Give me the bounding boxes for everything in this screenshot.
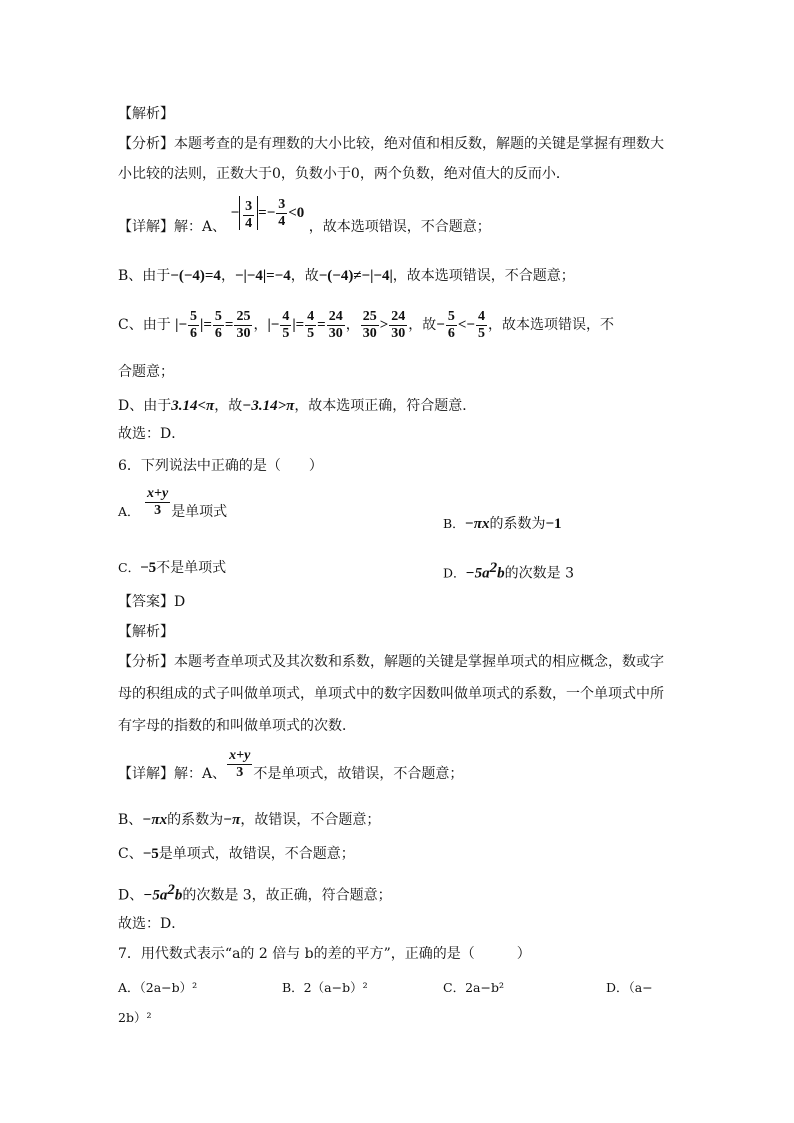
math-expr: −3.14>π xyxy=(242,398,295,414)
separator: ， xyxy=(220,268,235,284)
math-expr: <0 xyxy=(288,205,305,221)
math-expr: = xyxy=(317,317,326,333)
detail-prefix: C、 xyxy=(118,846,143,862)
conjunction: ，故 xyxy=(290,268,319,284)
exponent: 2 xyxy=(167,882,175,898)
fraction: $\frac{24}{30}$ xyxy=(328,308,343,341)
detail-text: 的次数是 3，故正确，符合题意； xyxy=(182,887,392,904)
detail-c-line-2: 合题意； xyxy=(118,364,174,380)
detail-c-suffix: ，故本选项错误，不 xyxy=(487,317,614,333)
q7-option-d: D．（a− xyxy=(606,980,653,995)
math-expr: − xyxy=(436,317,445,333)
q6-option-b xyxy=(443,514,562,534)
math-expr: > xyxy=(379,317,389,333)
option-text: 不是单项式 xyxy=(156,560,227,576)
math-expr: 3.14<π xyxy=(171,398,215,414)
fraction: $\frac{4}{5}$ xyxy=(477,308,485,341)
math-expr: =− xyxy=(258,205,276,221)
q6-choice-line: 故选：D． xyxy=(118,916,186,932)
q6-analysis-heading: 【解析】 xyxy=(118,624,174,640)
math-expr: |− xyxy=(267,317,280,333)
conjunction: ，故 xyxy=(214,398,243,414)
math-expr: b xyxy=(497,565,505,582)
math-expr: b xyxy=(174,887,183,904)
math-expr: |− xyxy=(175,317,188,333)
q6-option-c xyxy=(118,558,226,578)
math-expr: = xyxy=(224,317,234,333)
q6-analysis-line-3: 有字母的指数的和叫做单项式的次数． xyxy=(118,718,356,734)
fraction: $\frac{x+y}{3}$ xyxy=(229,747,251,780)
detail-prefix: 【详解】解：A、 xyxy=(118,219,227,235)
fraction: $\frac{5}{6}$ xyxy=(190,308,198,341)
math-expr: − xyxy=(230,205,240,221)
detail-prefix: B、 xyxy=(118,812,143,828)
math-expr: −1 xyxy=(545,516,562,532)
analysis-line-1: 【分析】本题考查的是有理数的大小比较，绝对值和相反数，解题的关键是掌握有理数大 xyxy=(118,136,664,152)
q7-option-a: A．（2a−b）² xyxy=(118,980,198,995)
detail-text: 是单项式，故错误，不合题意； xyxy=(158,846,355,862)
fraction: $\frac{x+y}{3}$ xyxy=(146,485,169,518)
detail-a-line xyxy=(118,196,491,246)
question-6-stem: 6．下列说法中正确的是（ ） xyxy=(118,458,323,474)
math-expr: −π xyxy=(223,812,241,828)
analysis-heading: 【解析】 xyxy=(118,106,174,122)
separator: ， xyxy=(253,317,268,333)
math-expr: −5 xyxy=(142,846,159,862)
separator: ， xyxy=(345,317,360,333)
option-text: 的次数是 3 xyxy=(504,565,574,582)
conjunction: ，故 xyxy=(408,317,437,333)
fraction: $\frac{3}{4}$ xyxy=(278,196,286,229)
option-label: C． xyxy=(118,560,141,575)
q6-detail-b xyxy=(118,810,380,830)
fraction: $\frac{4}{5}$ xyxy=(307,308,315,341)
detail-text: 不是单项式，故错误，不合题意； xyxy=(253,766,464,782)
detail-b-suffix: ，故本选项错误，不合题意； xyxy=(392,268,575,284)
option-text: 的系数为 xyxy=(489,516,546,532)
q6-analysis-line-2: 母的积组成的式子叫做单项式，单项式中的数字因数叫做单项式的系数，一个单项式中所 xyxy=(118,686,664,702)
math-expr: −5a xyxy=(465,565,490,582)
analysis-line-2: 小比较的法则，正数大于0，负数小于0，两个负数，绝对值大的反而小． xyxy=(118,166,570,182)
detail-c-prefix: C、由于 xyxy=(118,317,171,333)
q7-option-d-cont: 2b）² xyxy=(118,1010,152,1025)
option-label: A． xyxy=(118,504,140,519)
q6-option-d xyxy=(443,558,574,584)
q6-option-a xyxy=(118,485,228,532)
choice-line: 故选：D． xyxy=(118,426,186,442)
detail-d-line xyxy=(118,396,476,416)
math-expr: −(−4)≠−|−4| xyxy=(318,268,393,284)
question-7-stem: 7．用代数式表示“a的 2 倍与 b的差的平方”，正确的是（ ） xyxy=(118,946,531,962)
detail-prefix: 【详解】解：A、 xyxy=(118,766,227,782)
math-expr: −5 xyxy=(140,560,157,576)
math-expr: |= xyxy=(200,317,212,333)
math-expr: −5a xyxy=(143,887,168,904)
fraction: $\frac{24}{30}$ xyxy=(391,308,406,341)
math-expr: −πx xyxy=(464,516,490,532)
option-label: B． xyxy=(443,516,465,531)
exponent: 2 xyxy=(489,560,498,576)
fraction: $\frac{3}{4}$ xyxy=(245,198,253,231)
math-expr: −πx xyxy=(142,812,168,828)
option-text: 是单项式 xyxy=(171,504,228,520)
fraction: $\frac{25}{30}$ xyxy=(362,308,377,341)
detail-a-suffix: ，故本选项错误，不合题意； xyxy=(308,219,491,235)
detail-d-prefix: D、由于 xyxy=(118,398,172,414)
q6-detail-d xyxy=(118,880,392,906)
option-label: D． xyxy=(443,565,466,581)
q6-detail-c xyxy=(118,844,355,864)
math-expr: −|−4|=−4 xyxy=(234,268,291,284)
fraction: $\frac{4}{5}$ xyxy=(282,308,290,341)
detail-text: 的系数为 xyxy=(167,812,224,828)
detail-prefix: D、 xyxy=(118,887,144,904)
math-expr: |= xyxy=(292,317,305,333)
fraction: $\frac{5}{6}$ xyxy=(214,308,222,341)
q6-analysis-line-1: 【分析】本题考查单项式及其次数和系数，解题的关键是掌握单项式的相应概念，数或字 xyxy=(118,654,664,670)
q7-option-c: C．2a−b² xyxy=(443,980,504,995)
q6-answer: 【答案】D xyxy=(118,594,186,610)
detail-b-line xyxy=(118,266,575,286)
fraction: $\frac{25}{30}$ xyxy=(236,308,251,341)
detail-c-line xyxy=(118,306,614,344)
q6-detail-a xyxy=(118,747,464,794)
detail-b-prefix: B、由于 xyxy=(118,268,171,284)
math-expr: −(−4)=4 xyxy=(170,268,221,284)
q7-option-b: B．2（a−b）² xyxy=(282,980,368,995)
detail-d-suffix: ，故本选项正确，符合题意． xyxy=(294,398,477,414)
math-expr: <− xyxy=(457,317,475,333)
detail-text: ，故错误，不合题意； xyxy=(240,812,381,828)
abs-value xyxy=(239,196,258,230)
fraction: $\frac{5}{6}$ xyxy=(447,308,455,341)
